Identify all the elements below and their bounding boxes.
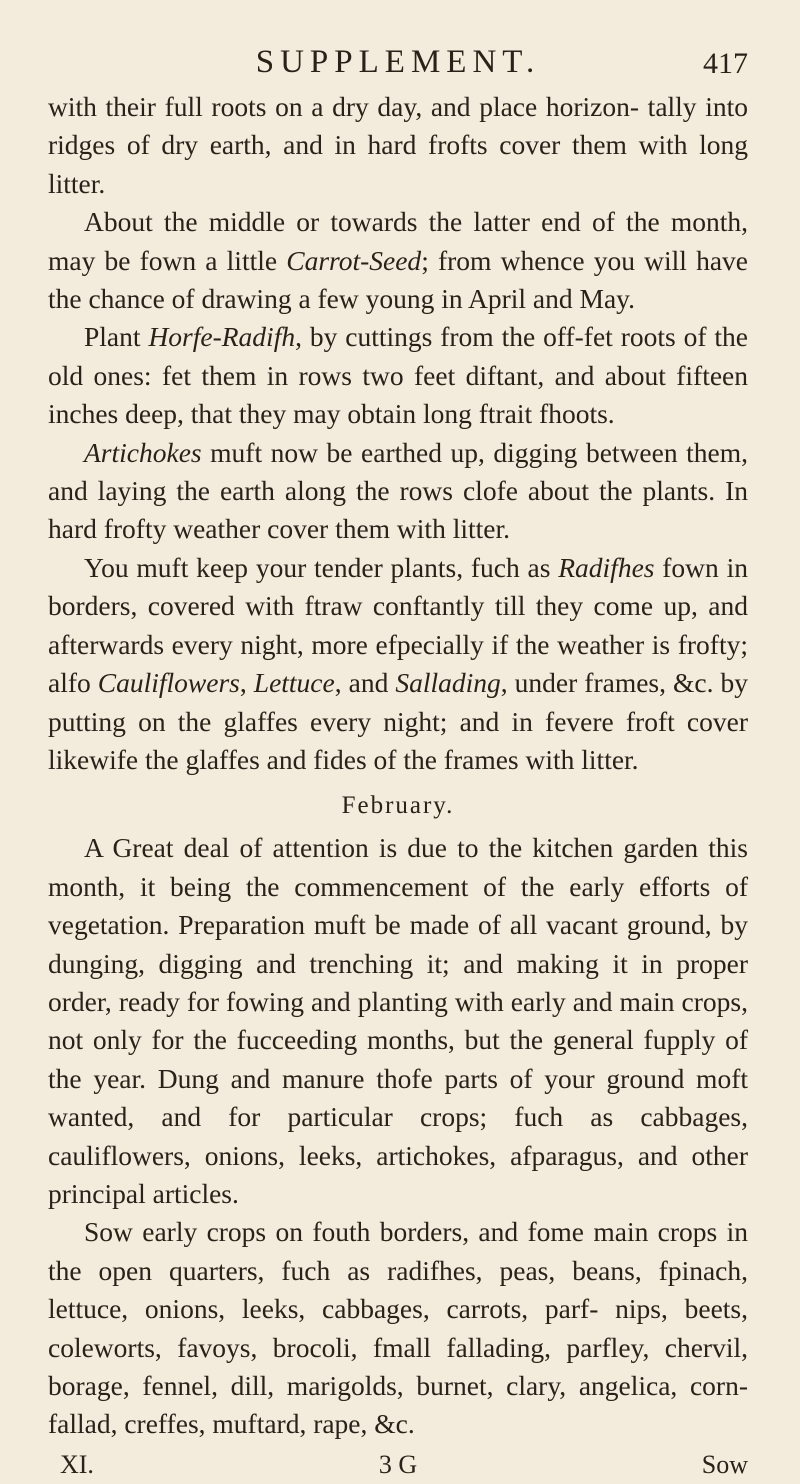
paragraph-text: fown in borders, covered with ftraw conftantly till they come up, and afterwards every night, more efpecially if the weather is frofty; alfo: [48, 551, 748, 699]
paragraph-tender-plants: [48, 549, 748, 779]
paragraph-artichokes: [48, 434, 748, 549]
paragraph-roots: with their full roots on a dry day, and place horizon- tally into ridges of dry earth, and in hard frofts cover them with long litter.: [48, 91, 748, 199]
running-title: SUPPLEMENT.: [255, 44, 541, 80]
plant-name-sallading: Sallading: [395, 667, 501, 699]
plant-name-artichokes: Artichokes: [84, 436, 202, 468]
paragraph-text: ; from whence you will have the chance of drawing a few young in April and May.: [48, 244, 749, 315]
paragraph-carrot-seed: [48, 203, 748, 318]
paragraph-text: , by cuttings from the off-fet roots of the old ones: fet them in rows two feet diftant, and about fifteen inches deep, that they may obtain long ftrait fhoots.: [48, 321, 749, 430]
plant-name-cauliflowers: Cauliflowers: [97, 667, 240, 699]
paragraph-horse-radish: [48, 318, 748, 433]
signature-mark: 3 G: [378, 1449, 418, 1479]
paragraph-text: You muft keep your tender plants, fuch as: [84, 551, 559, 583]
plant-name-horse-radish: Horfe-Radifh: [148, 321, 296, 353]
volume-number: XI.: [60, 1449, 94, 1479]
running-head: [48, 36, 748, 88]
paragraph-text: Plant: [84, 321, 149, 353]
catchword: Sow: [701, 1449, 748, 1479]
paragraph-sow-early-crops: Sow early crops on fouth borders, and fome main crops in the open quarters, fuch as radifhes, peas, beans, fpinach, lettuce, onions, leeks, cabbages, carrots, parf- nips, beets, coleworts, favoys, brocoli, fmall fallading, parfley, chervil, borage, fennel, dill, marigolds, burnet, clary, angelica, corn-fallad, creffes, muftard, rape, &c.: [48, 1216, 748, 1440]
plant-name-radishes: Radifhes: [558, 551, 655, 583]
paragraph-kitchen-garden: A Great deal of attention is due to the kitchen garden this month, it being the commencement of the early efforts of vegetation. Preparation muft be made of all vacant ground, by dunging, digging and trenching it; and making it in proper order, ready for fowing and planting with early and main crops, not only for the fucceeding months, but the general fupply of the year. Dung and manure thofe parts of your ground moft wanted, and for particular crops; fuch as cabbages, cauliflowers, onions, leeks, artichokes, afparagus, and other principal articles.: [48, 832, 748, 1209]
paragraph-text: muft now be earthed up, digging between them, and laying the earth along the rows clofe about the plants. In hard frofty weather cover them with litter.: [48, 436, 748, 545]
paragraph-text: About the middle or towards the latter end of the month, may be fown a little: [48, 206, 748, 276]
paragraph-text: , and: [334, 667, 396, 699]
plant-name-carrot-seed: Carrot-Seed: [286, 244, 422, 276]
section-heading-february: February.: [341, 792, 455, 820]
plant-name-lettuce: Lettuce: [253, 667, 335, 699]
body-text: [48, 88, 748, 1444]
page-number: 417: [703, 47, 748, 80]
page-footer: [48, 1446, 748, 1484]
paragraph-text: ,: [239, 667, 254, 699]
paragraph-text: , under frames, &c. by putting on the glaffes every night; and in fevere froft cover likewife the glaffes and fides of the frames with litter.: [48, 667, 748, 775]
